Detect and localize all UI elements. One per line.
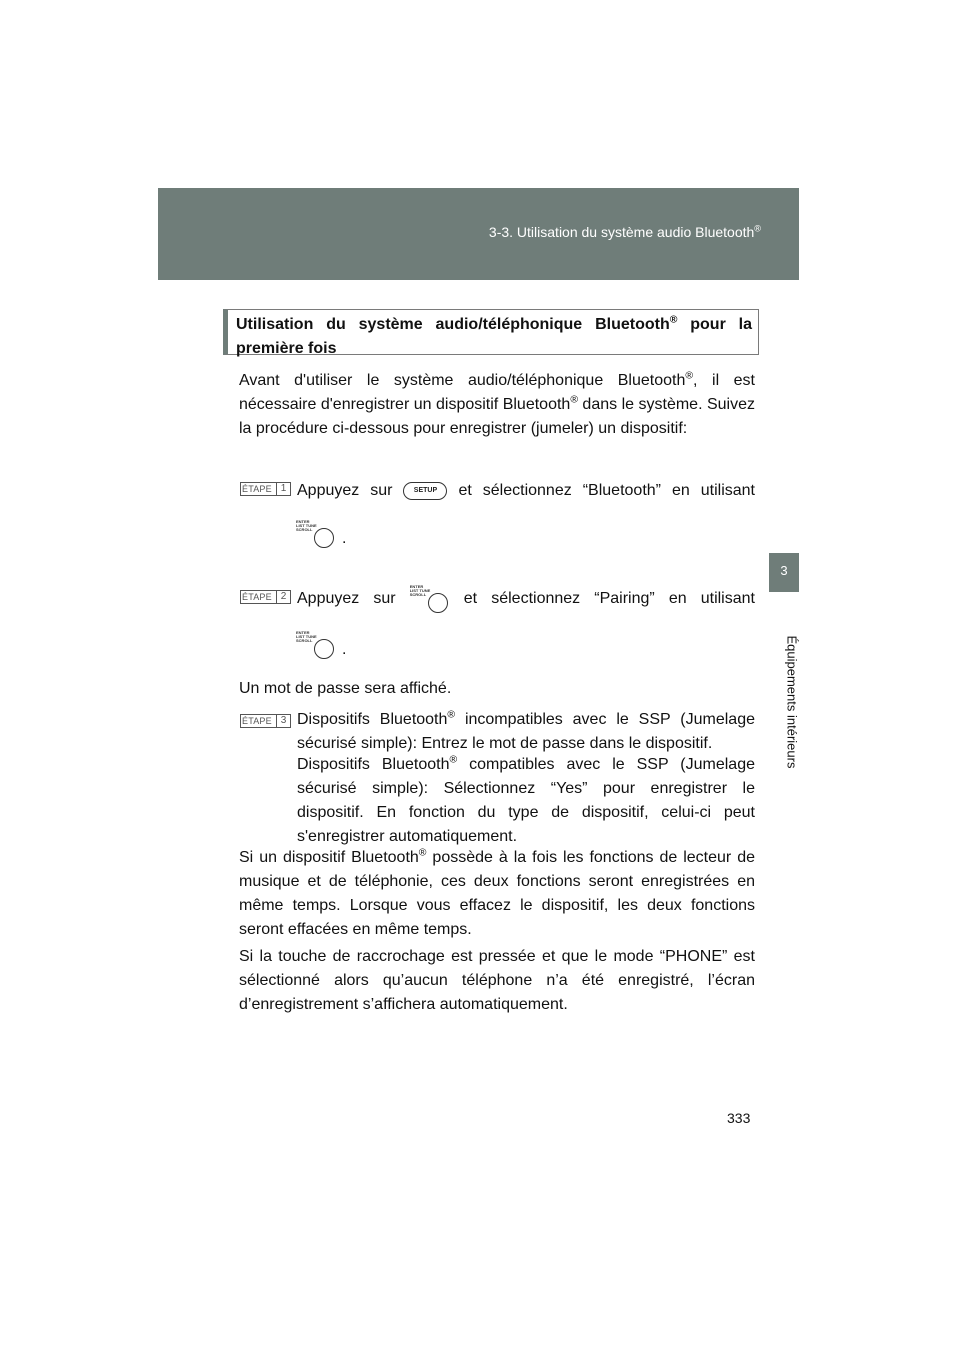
- step-3-text-a: Dispositifs Bluetooth® incompatibles avec le SSP (Jumelage sécurisé simple): Entrez le mot de passe dans le dispositif.: [297, 709, 755, 752]
- tune-knob-icon: ENTER LIST TUNE SCROLL: [410, 585, 450, 613]
- side-tab-number: 3: [780, 563, 788, 578]
- section-title: Utilisation du système audio/téléphonique Bluetooth® pour la première fois: [236, 314, 752, 357]
- section-title-box: [223, 309, 759, 355]
- registered-mark: ®: [669, 314, 678, 326]
- registered-mark: ®: [754, 223, 761, 234]
- setup-button-icon: SETUP: [403, 482, 447, 500]
- step-2-badge: ÉTAPE 2: [240, 590, 291, 604]
- step-3-text-b: Dispositifs Bluetooth® compatibles avec le SSP (Jumelage sécurisé simple): Sélectionnez “Yes” pour enregistrer le dispositif. En fonction du type de dispositif, celui-ci peut s'enregistrer automatiquement.: [297, 754, 755, 845]
- intro-paragraph: Avant d'utiliser le système audio/téléphonique Bluetooth®, il est nécessaire d'enregistrer un dispositif Bluetooth® dans le système. Suivez la procédure ci-dessous pour enregistrer (jumeler) un dispositif:: [239, 370, 756, 437]
- header-band: [158, 188, 799, 280]
- step-2-text: Appuyez sur ENTER LIST TUNE SCROLL et sélectionnez “Pairing” en utilisant: [297, 585, 755, 613]
- side-tab: [769, 553, 799, 592]
- tune-knob-icon: ENTER LIST TUNE SCROLL: [296, 520, 336, 548]
- step-2-knob-line: ENTER LIST TUNE SCROLL .: [296, 630, 347, 658]
- step-3-badge: ÉTAPE 3: [240, 714, 291, 728]
- chapter-heading: [489, 224, 761, 240]
- music-paragraph: Si un dispositif Bluetooth® possède à la fois les fonctions de lecteur de musique et de téléphonie, ces deux fonctions seront enregistrées en même temps. Lorsque vous effacez le dispositif, les deux fonctions seront effacées en même temps.: [239, 847, 756, 938]
- phone-paragraph: Si la touche de raccrochage est pressée et que le mode “PHONE” est sélectionné alors qu’aucun téléphone n’a été enregistré, l’écran d’enregistrement s’affichera automatiquement.: [239, 948, 755, 1013]
- side-tab-label: [782, 630, 800, 769]
- step-1-knob-line: ENTER LIST TUNE SCROLL .: [296, 519, 347, 547]
- page-number: 333: [727, 1110, 751, 1126]
- passcode-text: Un mot de passe sera affiché.: [239, 680, 452, 697]
- step-1-badge: ÉTAPE 1: [240, 482, 291, 496]
- chapter-heading-text: 3-3. Utilisation du système audio Bluetooth: [488, 224, 755, 240]
- side-tab-label-text: Équipements intérieurs: [784, 635, 800, 769]
- tune-knob-icon: ENTER LIST TUNE SCROLL: [296, 631, 336, 659]
- step-1-text: Appuyez sur SETUP et sélectionnez “Bluetooth” en utilisant: [297, 482, 755, 499]
